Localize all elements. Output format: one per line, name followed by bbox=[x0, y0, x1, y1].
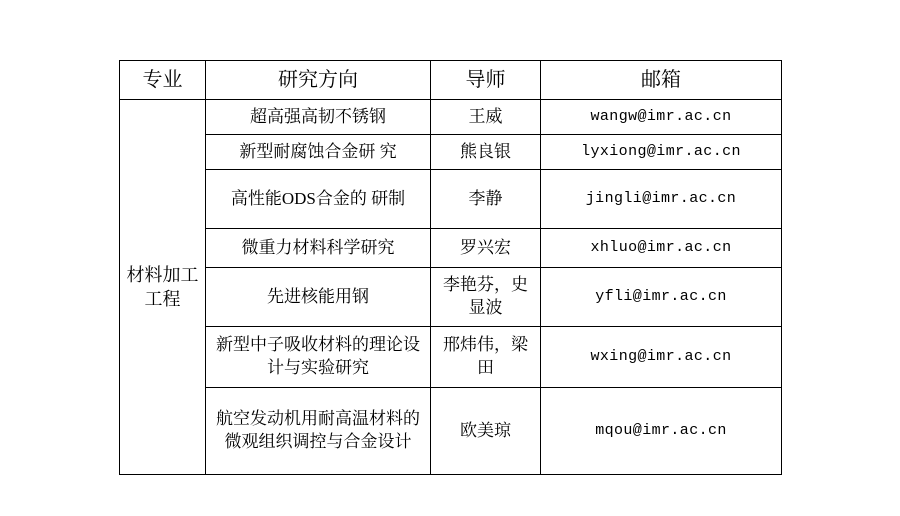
research-direction-cell: 航空发动机用耐高温材料的微观组织调控与合金设计 bbox=[206, 388, 431, 475]
advisor-email-cell: xhluo@imr.ac.cn bbox=[541, 229, 782, 268]
advisor-email-cell: yfli@imr.ac.cn bbox=[541, 268, 782, 327]
table-row bbox=[120, 268, 782, 327]
advisor-name-cell: 邢炜伟，梁田 bbox=[431, 327, 541, 388]
research-direction-cell: 新型耐腐蚀合金研 究 bbox=[206, 135, 431, 170]
table-row bbox=[120, 100, 782, 135]
table-container bbox=[119, 60, 781, 475]
advisor-email-cell: wangw@imr.ac.cn bbox=[541, 100, 782, 135]
column-header-advisor: 导师 bbox=[431, 61, 541, 100]
advisor-name-cell: 李艳芬，史显波 bbox=[431, 268, 541, 327]
table-row bbox=[120, 135, 782, 170]
column-header-direction: 研究方向 bbox=[206, 61, 431, 100]
research-direction-cell: 先进核能用钢 bbox=[206, 268, 431, 327]
table-header-row bbox=[120, 61, 782, 100]
research-direction-cell: 微重力材料科学研究 bbox=[206, 229, 431, 268]
advisor-name-cell: 罗兴宏 bbox=[431, 229, 541, 268]
advisor-name-cell: 李静 bbox=[431, 170, 541, 229]
table-row bbox=[120, 170, 782, 229]
table-row bbox=[120, 388, 782, 475]
table-body bbox=[120, 100, 782, 475]
major-name-cell: 材料加工工程 bbox=[120, 100, 206, 475]
table-row bbox=[120, 327, 782, 388]
advisor-email-cell: lyxiong@imr.ac.cn bbox=[541, 135, 782, 170]
advisor-email-cell: wxing@imr.ac.cn bbox=[541, 327, 782, 388]
research-direction-cell: 高性能ODS合金的 研制 bbox=[206, 170, 431, 229]
table-header bbox=[120, 61, 782, 100]
advisor-email-cell: mqou@imr.ac.cn bbox=[541, 388, 782, 475]
advisor-name-cell: 熊良银 bbox=[431, 135, 541, 170]
table-row bbox=[120, 229, 782, 268]
advisor-table bbox=[119, 60, 782, 475]
research-direction-cell: 新型中子吸收材料的理论设计与实验研究 bbox=[206, 327, 431, 388]
column-header-major: 专业 bbox=[120, 61, 206, 100]
advisor-name-cell: 欧美琼 bbox=[431, 388, 541, 475]
advisor-name-cell: 王威 bbox=[431, 100, 541, 135]
research-direction-cell: 超高强高韧不锈钢 bbox=[206, 100, 431, 135]
column-header-email: 邮箱 bbox=[541, 61, 782, 100]
advisor-email-cell: jingli@imr.ac.cn bbox=[541, 170, 782, 229]
